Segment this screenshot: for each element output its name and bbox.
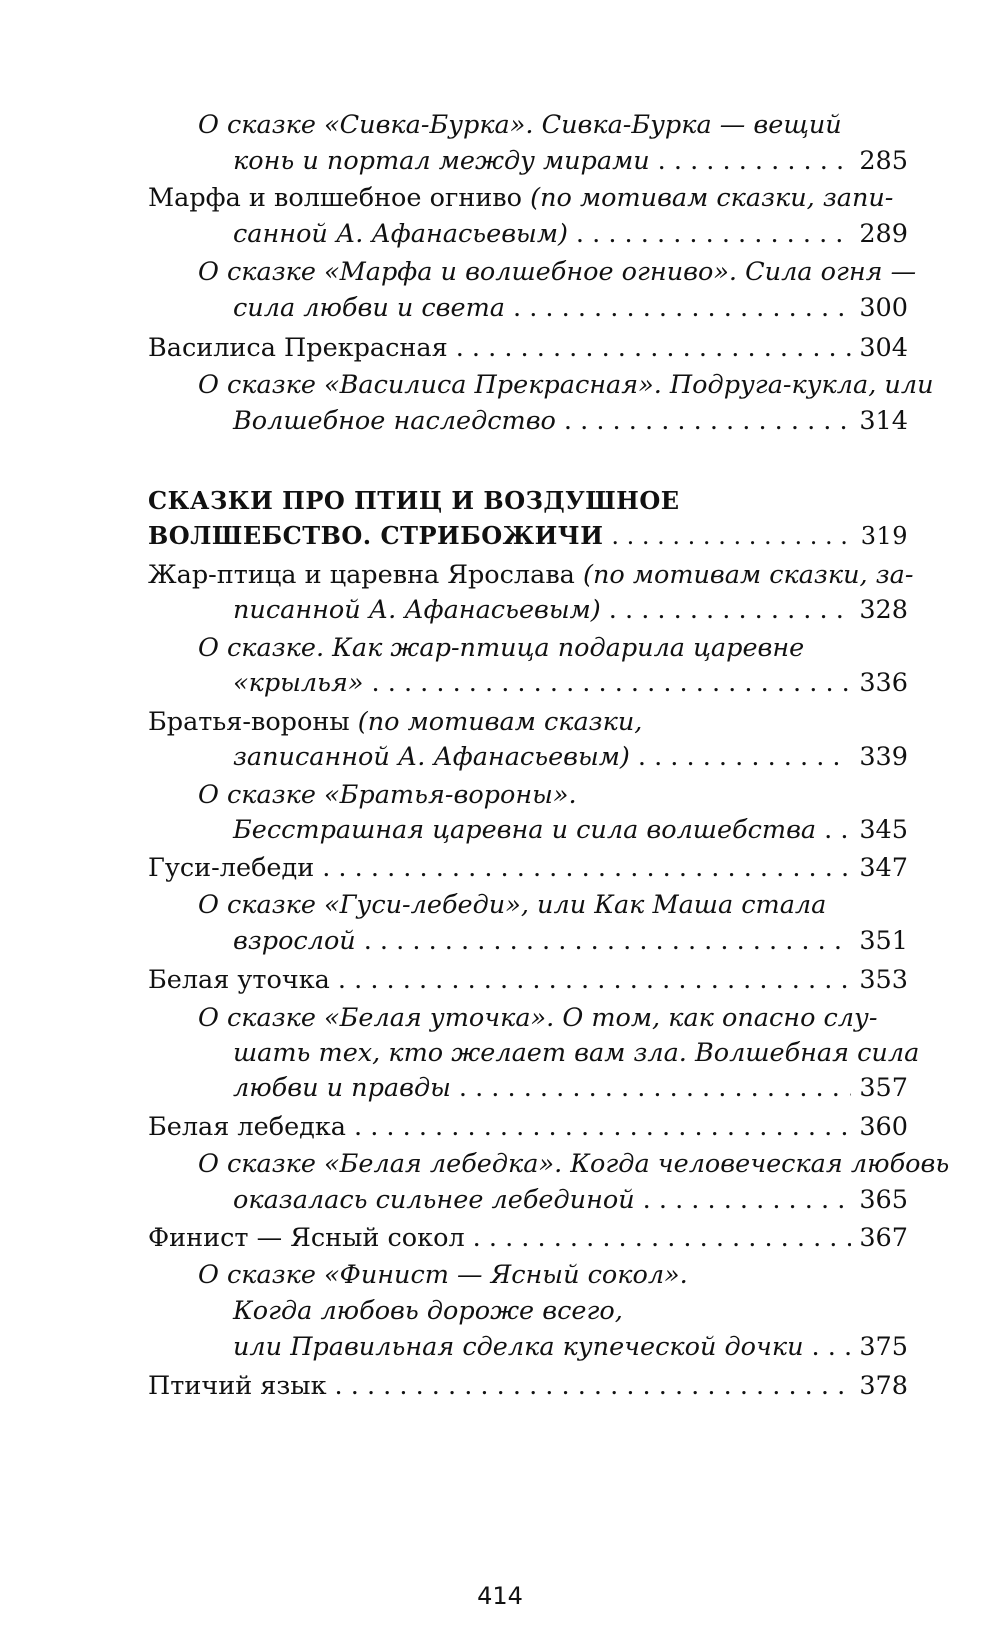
page-number: 414 [477,1582,523,1610]
toc-page-number[interactable]: 285 [859,146,908,176]
toc-entry-title-line: О сказке «Братья-вороны». [198,780,577,810]
leader-dots [335,1368,852,1404]
leader-dots [611,518,852,554]
toc-entry-title-line: конь и портал между мирами . . . 285 [233,143,908,179]
toc-entry-title-line: Волшебное наследство . . . 314 [233,403,908,439]
toc-entry-title-line: санной А. Афанасьевым) . . . 289 [233,216,908,252]
leader-dots [364,923,852,959]
toc-entry-title-line: О сказке «Марфа и волшебное огниво». Сила огня — [198,257,917,287]
toc-page-number[interactable]: 353 [859,965,908,995]
toc-entry-title-line: Братья-вороны (по мотивам сказки, [148,707,643,737]
toc-entry-title-line: О сказке «Белая уточка». О том, как опасно слу- [198,1003,878,1033]
toc-page-number[interactable]: 375 [859,1332,908,1362]
toc-entry-title-line: О сказке «Василиса Прекрасная». Подруга-кукла, или [198,370,934,400]
toc-page-number[interactable]: 300 [859,293,908,323]
toc-page-number[interactable]: 289 [859,219,908,249]
leader-dots [338,962,851,998]
toc-page-number[interactable]: 360 [859,1112,908,1142]
leader-dots [576,216,851,252]
toc-entry-title-line: О сказке. Как жар-птица подарила царевне [198,633,805,663]
leader-dots [564,403,851,439]
toc-entry-title-line: оказалась сильнее лебединой . . . 365 [233,1182,908,1218]
toc-entry-title-line: Жар-птица и царевна Ярослава (по мотивам сказки, за- [148,560,914,590]
toc-entry-title-line: Птичий язык . . . 378 [148,1368,908,1404]
toc-entry-title-line: О сказке «Финист — Ясный сокол». [198,1260,688,1290]
leader-dots [322,850,851,886]
toc-entry-title-line: писанной А. Афанасьевым) . . . 328 [233,592,908,628]
toc-entry-title-line: «крылья» . . . 336 [233,665,908,701]
leader-dots [643,1182,852,1218]
toc-entry-title-line: Марфа и волшебное огниво (по мотивам сказки, запи- [148,183,894,213]
toc-page-number[interactable]: 328 [859,595,908,625]
leader-dots [824,812,851,848]
leader-dots [513,290,851,326]
toc-page-number[interactable]: 345 [859,815,908,845]
toc-entry-title-line: Финист — Ясный сокол . . . 367 [148,1220,908,1256]
section-heading-line: ВОЛШЕБСТВО. СТРИБОЖИЧИ . . . 319 [148,518,908,554]
toc-page-number[interactable]: 357 [859,1073,908,1103]
toc-page-number[interactable]: 319 [860,522,908,550]
toc-entry-title-line: Когда любовь дороже всего, [233,1296,623,1326]
toc-entry-title-line: шать тех, кто желает вам зла. Волшебная сила [233,1038,920,1068]
toc-page-number[interactable]: 351 [859,926,908,956]
toc-entry-title-line: Василиса Прекрасная . . . 304 [148,330,908,366]
toc-entry-title-line: записанной А. Афанасьевым) . . . 339 [233,739,908,775]
toc-entry-title-line: сила любви и света . . . 300 [233,290,908,326]
toc-entry-title-line: любви и правды . . . 357 [233,1070,908,1106]
leader-dots [658,143,852,179]
toc-page-number[interactable]: 378 [859,1371,908,1401]
toc-entry-title-line: Гуси-лебеди . . . 347 [148,850,908,886]
toc-entry-title-line: взрослой . . . 351 [233,923,908,959]
leader-dots [638,739,851,775]
toc-page-number[interactable]: 339 [859,742,908,772]
leader-dots [473,1220,852,1256]
toc-entry-title-line: О сказке «Сивка-Бурка». Сивка-Бурка — вещий [198,110,842,140]
leader-dots [812,1329,852,1365]
toc-entry-title-line: О сказке «Белая лебедка». Когда человеческая любовь [198,1149,950,1179]
leader-dots [609,592,852,628]
leader-dots [456,330,852,366]
toc-entry-title-line: Белая уточка . . . 353 [148,962,908,998]
toc-entry-title-line: Белая лебедка . . . 360 [148,1109,908,1145]
toc-page-number[interactable]: 336 [859,668,908,698]
leader-dots [459,1070,851,1106]
toc-entry-title-line: или Правильная сделка купеческой дочки . . . 375 [233,1329,908,1365]
toc-entry-title-line: О сказке «Гуси-лебеди», или Как Маша стала [198,890,827,920]
toc-entry-title-line: Бесстрашная царевна и сила волшебства . . . 345 [233,812,908,848]
section-heading-line: СКАЗКИ ПРО ПТИЦ И ВОЗДУШНОЕ [148,486,680,515]
toc-page-number[interactable]: 304 [859,333,908,363]
toc-page-number[interactable]: 314 [859,406,908,436]
toc-page-number[interactable]: 347 [859,853,908,883]
toc-page-number[interactable]: 365 [859,1185,908,1215]
toc-page-number[interactable]: 367 [859,1223,908,1253]
leader-dots [372,665,852,701]
leader-dots [354,1109,851,1145]
